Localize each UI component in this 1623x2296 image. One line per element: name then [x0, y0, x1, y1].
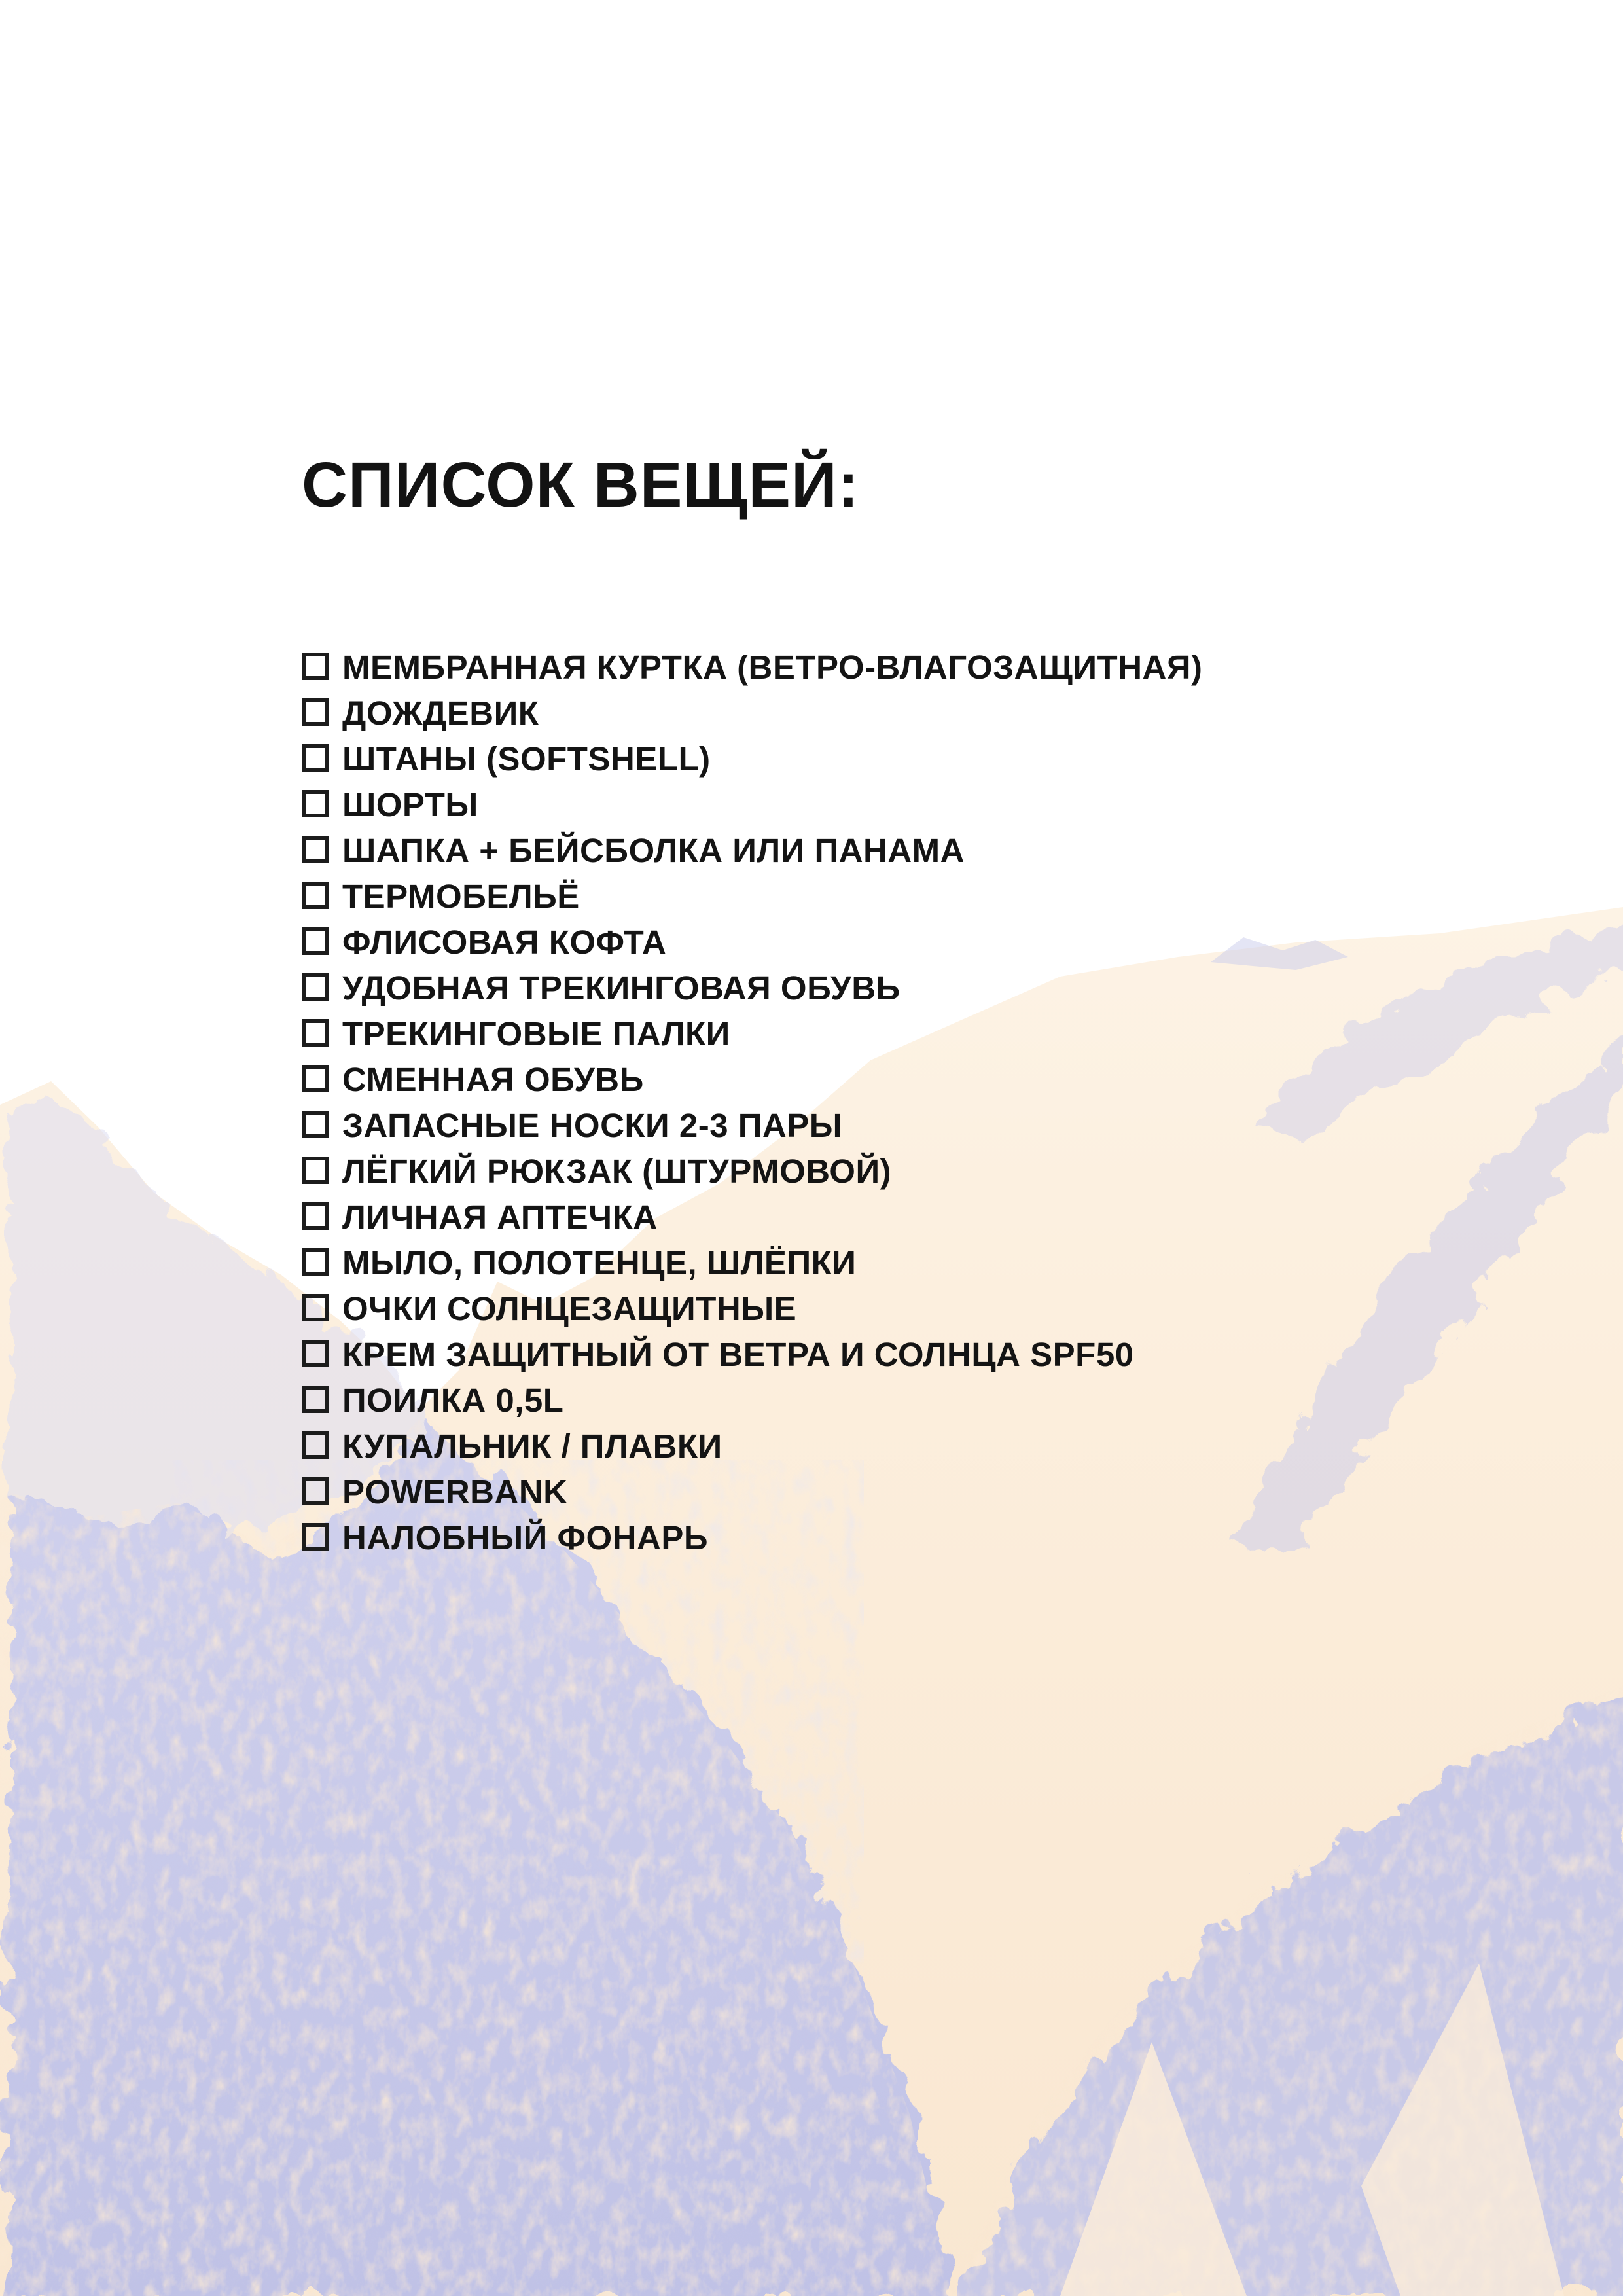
checklist-item-label: КУПАЛЬНИК / ПЛАВКИ — [342, 1427, 722, 1465]
checklist-item-label: НАЛОБНЫЙ ФОНАРЬ — [342, 1518, 709, 1556]
checklist-item-label: POWERBANK — [342, 1473, 568, 1511]
checklist-item — [302, 1239, 1203, 1285]
checklist-item — [302, 1102, 1203, 1147]
checklist-item — [302, 964, 1203, 1010]
checklist-item — [302, 1147, 1203, 1193]
checkbox[interactable] — [302, 1477, 329, 1505]
checklist-item-label: ТЕРМОБЕЛЬЁ — [342, 877, 580, 915]
checklist-item-label: ШАПКА + БЕЙСБОЛКА ИЛИ ПАНАМА — [342, 831, 965, 869]
checklist-item-label: ДОЖДЕВИК — [342, 694, 539, 732]
checklist-item-label: ОЧКИ СОЛНЦЕЗАЩИТНЫЕ — [342, 1289, 797, 1327]
checklist — [302, 643, 1203, 1560]
checklist-item — [302, 1285, 1203, 1331]
checklist-item-label: МЫЛО, ПОЛОТЕНЦЕ, ШЛЁПКИ — [342, 1244, 857, 1282]
checklist-item — [302, 872, 1203, 918]
checklist-item — [302, 689, 1203, 735]
checklist-item — [302, 1193, 1203, 1239]
checklist-item-label: ШОРТЫ — [342, 785, 478, 823]
checklist-item — [302, 1056, 1203, 1102]
checklist-item — [302, 918, 1203, 964]
checklist-item-label: ЗАПАСНЫЕ НОСКИ 2-3 ПАРЫ — [342, 1106, 843, 1144]
checklist-item-label: ФЛИСОВАЯ КОФТА — [342, 923, 667, 961]
checklist-item — [302, 735, 1203, 781]
checkbox[interactable] — [302, 1340, 329, 1367]
checklist-item — [302, 1514, 1203, 1560]
checklist-item — [302, 1010, 1203, 1056]
checkbox[interactable] — [302, 1019, 329, 1047]
checkbox[interactable] — [302, 1202, 329, 1230]
checklist-item-label: УДОБНАЯ ТРЕКИНГОВАЯ ОБУВЬ — [342, 969, 901, 1007]
checkbox[interactable] — [302, 927, 329, 955]
checkbox[interactable] — [302, 653, 329, 680]
checklist-item-label: СМЕННАЯ ОБУВЬ — [342, 1060, 644, 1098]
checkbox[interactable] — [302, 1294, 329, 1321]
checklist-item — [302, 781, 1203, 827]
checkbox[interactable] — [302, 882, 329, 909]
checklist-item — [302, 1422, 1203, 1468]
checkbox[interactable] — [302, 790, 329, 817]
checklist-item-label: ТРЕКИНГОВЫЕ ПАЛКИ — [342, 1014, 730, 1052]
checkbox[interactable] — [302, 1157, 329, 1184]
checklist-item — [302, 1468, 1203, 1514]
checkbox[interactable] — [302, 1065, 329, 1092]
checkbox[interactable] — [302, 1111, 329, 1138]
checkbox[interactable] — [302, 1431, 329, 1459]
checklist-item-label: ШТАНЫ (SOFTSHELL) — [342, 740, 711, 778]
checkbox[interactable] — [302, 1523, 329, 1551]
checklist-item-label: МЕМБРАННАЯ КУРТКА (ВЕТРО-ВЛАГОЗАЩИТНАЯ) — [342, 648, 1203, 686]
checklist-item-label: КРЕМ ЗАЩИТНЫЙ ОТ ВЕТРА И СОЛНЦА SPF50 — [342, 1335, 1134, 1373]
checkbox[interactable] — [302, 973, 329, 1001]
checkbox[interactable] — [302, 744, 329, 772]
checkbox[interactable] — [302, 698, 329, 726]
checklist-item-label: ПОИЛКА 0,5L — [342, 1381, 564, 1419]
checkbox[interactable] — [302, 836, 329, 863]
checklist-item — [302, 643, 1203, 689]
page-title: СПИСОК ВЕЩЕЙ: — [302, 449, 860, 520]
checkbox[interactable] — [302, 1386, 329, 1413]
checklist-item — [302, 1331, 1203, 1376]
checklist-item — [302, 827, 1203, 872]
checklist-item-label: ЛИЧНАЯ АПТЕЧКА — [342, 1198, 658, 1236]
checkbox[interactable] — [302, 1248, 329, 1276]
checklist-item — [302, 1376, 1203, 1422]
checklist-item-label: ЛЁГКИЙ РЮКЗАК (ШТУРМОВОЙ) — [342, 1152, 892, 1190]
